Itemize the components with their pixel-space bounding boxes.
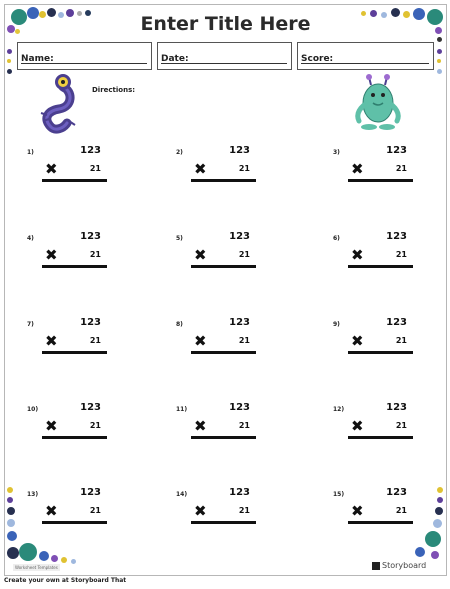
date-label: Date: bbox=[161, 54, 189, 64]
problem-8 bbox=[176, 317, 256, 365]
answer-line bbox=[348, 179, 413, 182]
answer-line bbox=[348, 521, 413, 524]
top-number: 123 bbox=[386, 487, 407, 498]
answer-line bbox=[191, 265, 256, 268]
score-field[interactable] bbox=[297, 42, 434, 70]
storyboard-logo[interactable] bbox=[372, 561, 426, 570]
top-number: 123 bbox=[80, 145, 101, 156]
answer-line bbox=[348, 351, 413, 354]
top-number: 123 bbox=[386, 317, 407, 328]
problem-3 bbox=[333, 145, 413, 193]
bottom-number: 21 bbox=[89, 506, 101, 515]
answer-line bbox=[42, 265, 107, 268]
problem-number: 4) bbox=[27, 235, 34, 242]
bottom-number: 21 bbox=[395, 164, 407, 173]
multiply-icon: ✖ bbox=[351, 417, 364, 435]
bottom-number: 21 bbox=[238, 250, 250, 259]
problem-number: 14) bbox=[176, 491, 188, 498]
problem-13 bbox=[27, 487, 107, 535]
top-number: 123 bbox=[229, 487, 250, 498]
multiply-icon: ✖ bbox=[194, 160, 207, 178]
bottom-number: 21 bbox=[395, 336, 407, 345]
top-number: 123 bbox=[80, 231, 101, 242]
date-field[interactable] bbox=[157, 42, 292, 70]
top-number: 123 bbox=[386, 402, 407, 413]
template-credit: Worksheet Templates bbox=[15, 565, 58, 570]
problem-number: 1) bbox=[27, 149, 34, 156]
problem-number: 10) bbox=[27, 406, 39, 413]
problem-6 bbox=[333, 231, 413, 279]
name-label: Name: bbox=[21, 54, 54, 64]
worksheet-page bbox=[4, 4, 447, 576]
multiply-icon: ✖ bbox=[351, 502, 364, 520]
multiply-icon: ✖ bbox=[194, 417, 207, 435]
score-label: Score: bbox=[301, 54, 334, 64]
problem-5 bbox=[176, 231, 256, 279]
top-number: 123 bbox=[229, 402, 250, 413]
answer-line bbox=[191, 436, 256, 439]
problem-2 bbox=[176, 145, 256, 193]
problem-14 bbox=[176, 487, 256, 535]
problem-number: 5) bbox=[176, 235, 183, 242]
bottom-number: 21 bbox=[89, 250, 101, 259]
name-field[interactable] bbox=[17, 42, 152, 70]
multiply-icon: ✖ bbox=[351, 246, 364, 264]
problem-number: 12) bbox=[333, 406, 345, 413]
problem-4 bbox=[27, 231, 107, 279]
problem-7 bbox=[27, 317, 107, 365]
top-number: 123 bbox=[229, 231, 250, 242]
problem-number: 9) bbox=[333, 321, 340, 328]
directions-label: Directions: bbox=[92, 86, 136, 94]
multiply-icon: ✖ bbox=[194, 332, 207, 350]
bottom-number: 21 bbox=[238, 506, 250, 515]
answer-line bbox=[42, 436, 107, 439]
problem-12 bbox=[333, 402, 413, 450]
teal-monster-illustration bbox=[353, 73, 403, 131]
top-number: 123 bbox=[386, 145, 407, 156]
top-number: 123 bbox=[386, 231, 407, 242]
problem-number: 15) bbox=[333, 491, 345, 498]
multiply-icon: ✖ bbox=[45, 160, 58, 178]
answer-line bbox=[191, 351, 256, 354]
multiply-icon: ✖ bbox=[194, 502, 207, 520]
problem-11 bbox=[176, 402, 256, 450]
multiply-icon: ✖ bbox=[45, 332, 58, 350]
problem-1 bbox=[27, 145, 107, 193]
answer-line bbox=[348, 436, 413, 439]
multiply-icon: ✖ bbox=[45, 246, 58, 264]
date-line bbox=[161, 63, 287, 64]
top-number: 123 bbox=[229, 145, 250, 156]
answer-line bbox=[42, 351, 107, 354]
problem-number: 6) bbox=[333, 235, 340, 242]
answer-line bbox=[348, 265, 413, 268]
multiply-icon: ✖ bbox=[351, 332, 364, 350]
decorative-dots-right-column bbox=[435, 45, 445, 85]
answer-line bbox=[191, 179, 256, 182]
top-number: 123 bbox=[80, 402, 101, 413]
top-number: 123 bbox=[80, 317, 101, 328]
logo-text: Storyboard bbox=[382, 561, 427, 570]
bottom-number: 21 bbox=[395, 506, 407, 515]
purple-monster-illustration bbox=[33, 73, 81, 135]
decorative-dots-left-column bbox=[5, 45, 15, 85]
bottom-number: 21 bbox=[395, 421, 407, 430]
multiply-icon: ✖ bbox=[194, 246, 207, 264]
multiply-icon: ✖ bbox=[45, 417, 58, 435]
bottom-number: 21 bbox=[89, 164, 101, 173]
problem-number: 7) bbox=[27, 321, 34, 328]
bottom-number: 21 bbox=[238, 336, 250, 345]
problem-10 bbox=[27, 402, 107, 450]
multiply-icon: ✖ bbox=[351, 160, 364, 178]
problem-number: 8) bbox=[176, 321, 183, 328]
name-line bbox=[21, 63, 147, 64]
problem-15 bbox=[333, 487, 413, 535]
problem-number: 2) bbox=[176, 149, 183, 156]
answer-line bbox=[42, 521, 107, 524]
bottom-number: 21 bbox=[89, 336, 101, 345]
bottom-number: 21 bbox=[238, 164, 250, 173]
footer-link[interactable]: Create your own at Storyboard That bbox=[4, 577, 127, 584]
multiply-icon: ✖ bbox=[45, 502, 58, 520]
bottom-number: 21 bbox=[238, 421, 250, 430]
top-number: 123 bbox=[80, 487, 101, 498]
top-number: 123 bbox=[229, 317, 250, 328]
problem-9 bbox=[333, 317, 413, 365]
problem-number: 11) bbox=[176, 406, 188, 413]
logo-mark-icon bbox=[372, 562, 380, 570]
problem-number: 13) bbox=[27, 491, 39, 498]
bottom-number: 21 bbox=[395, 250, 407, 259]
score-line bbox=[301, 63, 429, 64]
bottom-number: 21 bbox=[89, 421, 101, 430]
answer-line bbox=[191, 521, 256, 524]
problem-number: 3) bbox=[333, 149, 340, 156]
answer-line bbox=[42, 179, 107, 182]
page-title[interactable]: Enter Title Here bbox=[140, 13, 311, 35]
